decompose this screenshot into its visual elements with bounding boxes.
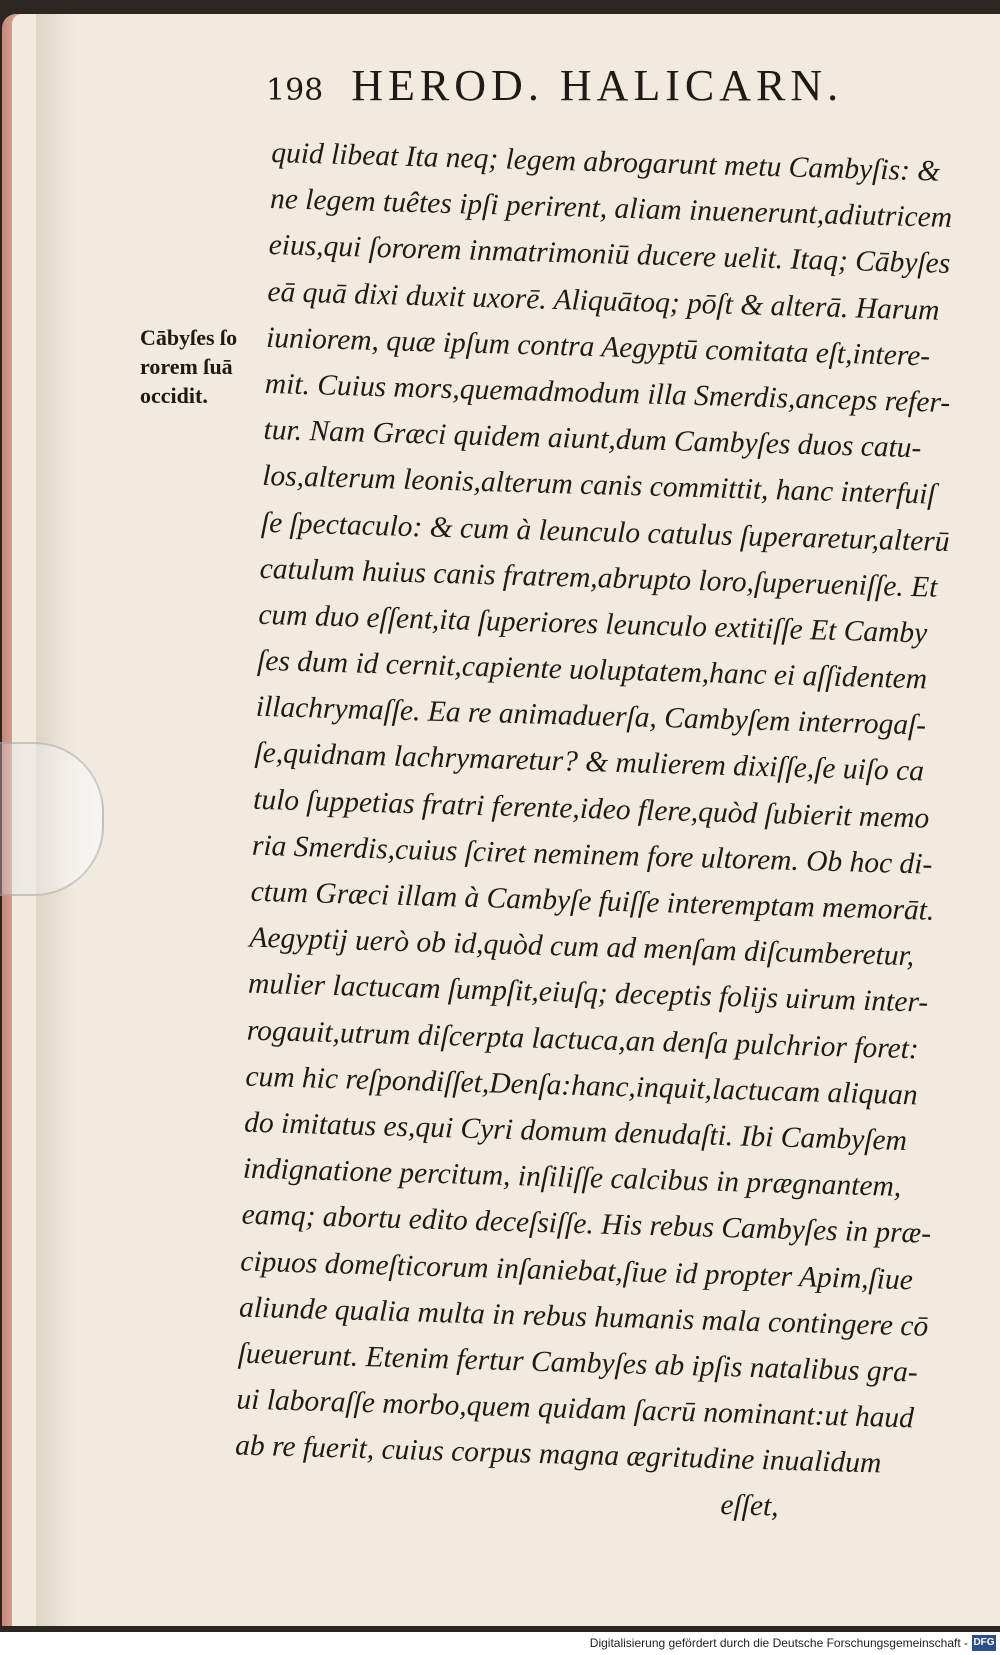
text-line: cum duo eſſent,ita ſuperiores leunculo extitiſſe Et Camby <box>258 598 928 650</box>
text-line: los,alterum leonis,alterum canis committit, hanc interfuiſ <box>261 460 937 511</box>
text-line: ui laboraſſe morbo,quem quidam ſacrū nominant:ut haud <box>236 1383 915 1435</box>
page-header <box>266 60 946 120</box>
text-line: tur. Nam Græci quidem aiunt,dum Cambyſes duos catu- <box>263 414 922 465</box>
text-line: mit. Cuius mors,quemadmodum illa Smerdis,anceps refer- <box>264 367 951 419</box>
text-line: eius,qui ſororem inmatrimoniū ducere uelit. Itaq; Cābyſes <box>268 229 951 281</box>
text-line: ſe ſpectaculo: & cum à leunculo catulus ſuperaretur,alterū <box>260 506 950 558</box>
page-number: 198 <box>266 73 324 108</box>
text-line: quid libeat Ita neq; legem abrogarunt metu Cambyſis: & <box>270 136 941 188</box>
text-line: ab re fuerit, cuius corpus magna ægritudine inualidum <box>234 1429 882 1480</box>
marginal-note-line: rorem ſuā <box>140 354 233 379</box>
text-line: mulier lactucam ſumpſit,eiuſq; deceptis folijs uirum inter- <box>247 968 929 1020</box>
text-line: cipuos domeſticorum inſaniebat,ſiue id propter Apim,ſiue <box>239 1245 914 1296</box>
dfg-logo[interactable]: DFG <box>972 1635 996 1651</box>
text-line: eamq; abortu edito deceſsiſſe. His rebus Cambyſes in præ- <box>241 1198 932 1251</box>
text-line: illachrymaſſe. Ea re animaduerſa, Cambyſem interrogaſ- <box>255 691 927 742</box>
text-line: ſes dum id cernit,capiente uoluptatem,hanc ei aſſidentem <box>256 644 928 696</box>
text-line: cum hic reſpondiſſet,Denſa:hanc,inquit,lactucam aliquan <box>245 1060 919 1112</box>
credit-text: Digitalisierung gefördert durch die Deutsche Forschungsgemeinschaft - <box>589 1636 968 1650</box>
text-line: indignatione percitum, inſiliſſe calcibus in prægnantem, <box>242 1152 902 1204</box>
text-line: aliunde qualia multa in rebus humanis mala contingere cō <box>238 1291 929 1343</box>
text-line: ſueuerunt. Etenim fertur Cambyſes ab ipſis natalibus gra- <box>237 1337 919 1389</box>
text-line: eſſet, <box>233 1475 780 1524</box>
credit-bar <box>0 1632 1000 1655</box>
text-line: tulo ſuppetias fratri ferente,ideo flere,quòd ſubierit memo <box>252 783 930 835</box>
text-line: ne legem tuêtes ipſi perirent, aliam inuenerunt,adiutricem <box>269 183 953 235</box>
text-line: ria Smerdis,cuius ſciret neminem fore ultorem. Ob hoc di- <box>251 829 933 881</box>
text-line: ſe,quidnam lachrymaretur? & mulierem dixiſſe,ſe uiſo ca <box>254 737 925 788</box>
marginal-note-line: Cābyſes ſo <box>140 325 238 350</box>
text-line: ctum Græci illam à Cambyſe fuiſſe interemptam memorāt. <box>250 875 935 927</box>
text-line: iuniorem, quæ ipſum contra Aegyptū comitata eſt,intere- <box>265 321 931 373</box>
marginal-note-line: occidit. <box>140 383 208 408</box>
marginal-note <box>140 323 270 410</box>
body-text <box>233 130 991 1535</box>
text-line: do imitatus es,qui Cyri domum denudaſti. Ibi Cambyſem <box>243 1106 908 1158</box>
text-line: rogauit,utrum diſcerpta lactuca,an denſa pulchrior foret: <box>246 1014 920 1065</box>
text-line: eā quā dixi duxit uxorē. Aliquātoq; pōſt & alterā. Harum <box>267 275 940 327</box>
text-line: Aegyptij uerò ob id,quòd cum ad menſam diſcumberetur, <box>248 921 915 973</box>
running-head: HEROD. HALICARN. <box>351 61 844 110</box>
text-line: catulum huius canis fratrem,abrupto loro,ſuperueniſſe. Et <box>259 552 938 604</box>
